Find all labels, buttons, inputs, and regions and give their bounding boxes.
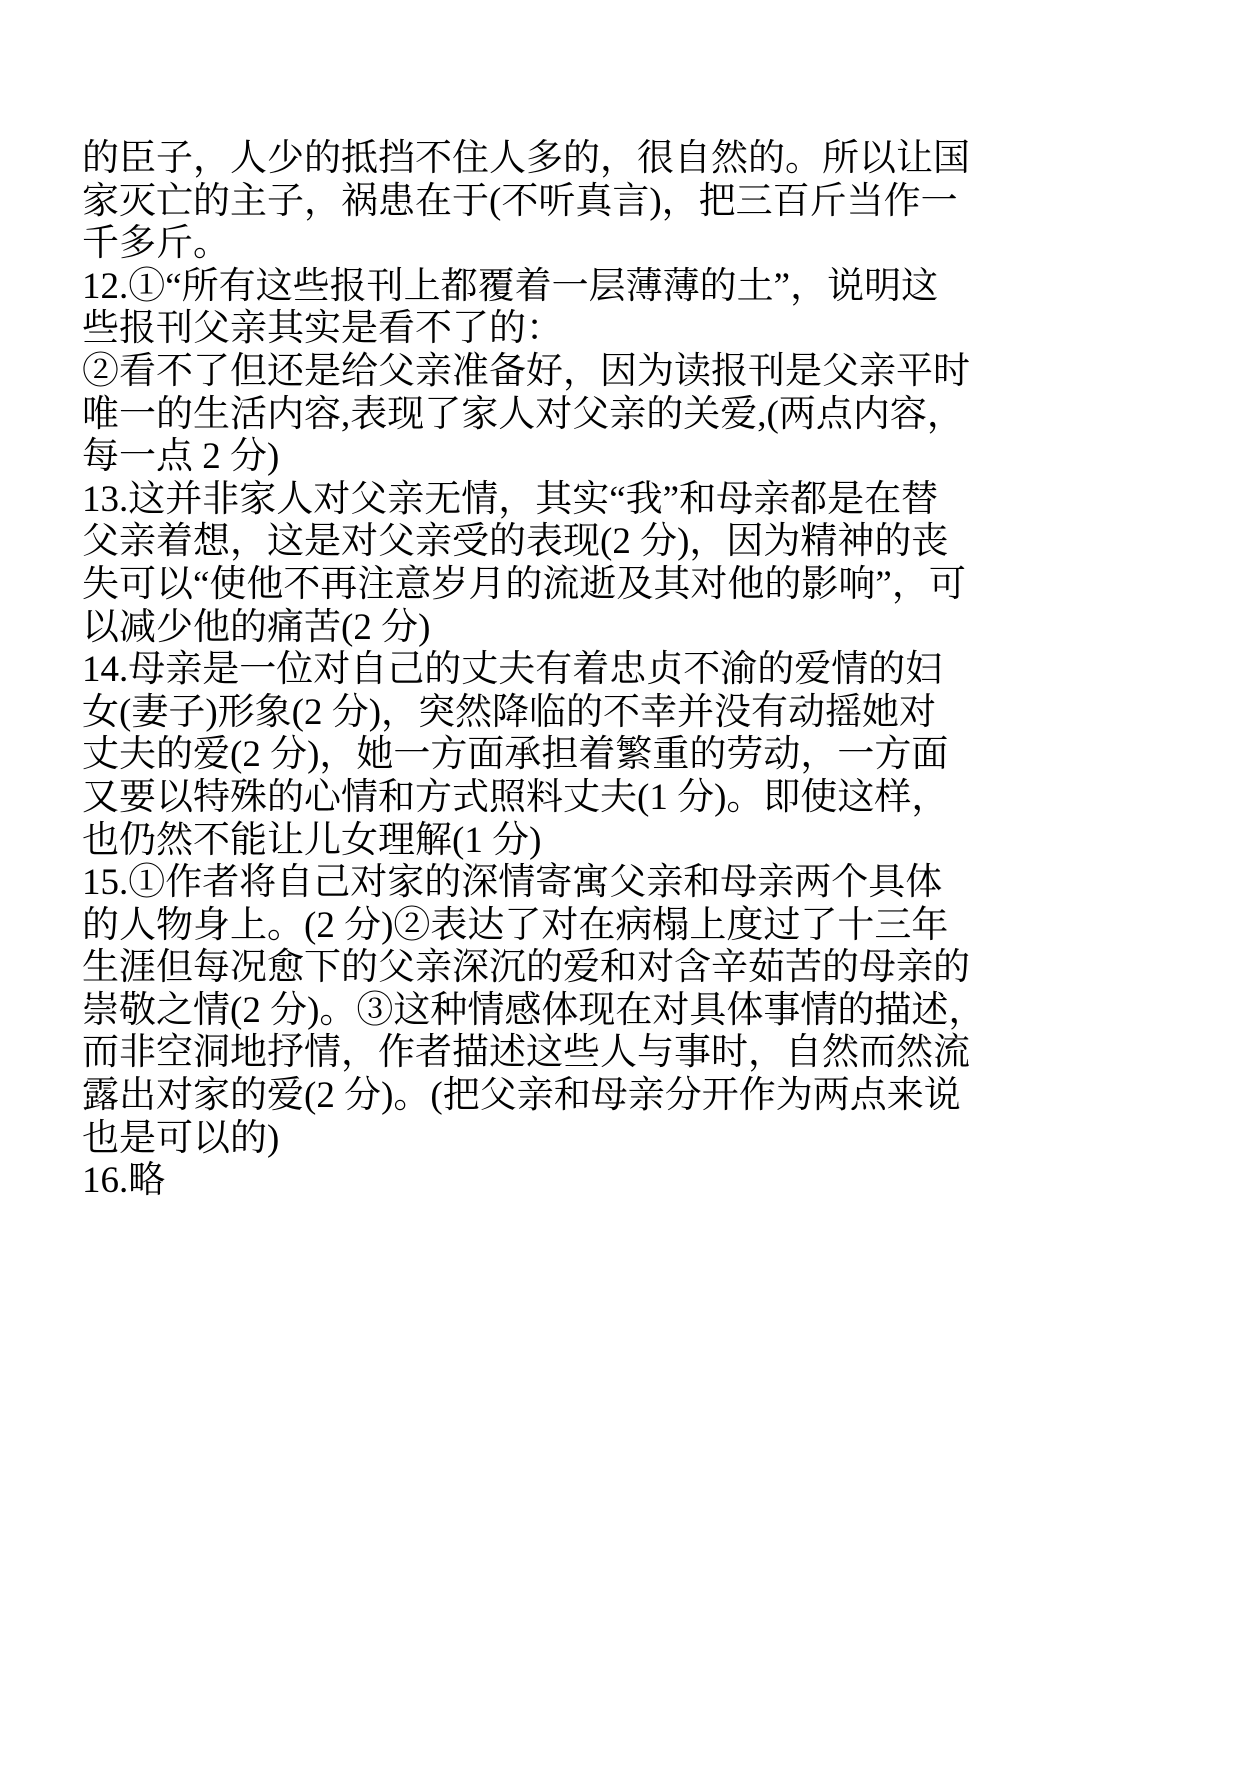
text-line: 15.①作者将自己对家的深情寄寓父亲和母亲两个具体 bbox=[82, 862, 943, 904]
answer-text-block bbox=[82, 138, 1182, 1203]
text-line: 的臣子，人少的抵挡不住人多的，很自然的。所以让国 bbox=[82, 138, 970, 179]
text-line: 14.母亲是一位对自己的丈夫有着忠贞不渝的爱情的妇 bbox=[82, 649, 943, 691]
text-line: 丈夫的爱(2 分)，她一方面承担着繁重的劳动，一方面 bbox=[82, 734, 949, 776]
text-line: 千多斤。 bbox=[82, 223, 230, 265]
text-line: 12.①“所有这些报刊上都覆着一层薄薄的土”，说明这 bbox=[82, 265, 939, 307]
text-line: ②看不了但还是给父亲准备好，因为读报刊是父亲平时 bbox=[82, 350, 970, 392]
text-line: 崇敬之情(2 分)。③这种情感体现在对具体事情的描述， bbox=[82, 989, 986, 1031]
text-line: 每一点 2 分) bbox=[82, 436, 280, 478]
text-line: 生涯但每况愈下的父亲深沉的爱和对含辛茹苦的母亲的 bbox=[82, 947, 970, 989]
text-line: 也是可以的) bbox=[82, 1117, 280, 1159]
text-line: 又要以特殊的心情和方式照料丈夫(1 分)。即使这样， bbox=[82, 776, 949, 818]
text-line: 而非空洞地抒情，作者描述这些人与事时，自然而然流 bbox=[82, 1032, 970, 1074]
text-line: 以减少他的痛苦(2 分) bbox=[82, 606, 431, 648]
text-line: 唯一的生活内容,表现了家人对父亲的关爱,(两点内容， bbox=[82, 393, 964, 435]
text-line: 也仍然不能让儿女理解(1 分) bbox=[82, 819, 542, 861]
text-line: 露出对家的爱(2 分)。(把父亲和母亲分开作为两点来说 bbox=[82, 1075, 961, 1117]
text-line: 家灭亡的主子，祸患在于(不听真言)，把三百斤当作一 bbox=[82, 180, 958, 222]
text-line: 失可以“使他不再注意岁月的流逝及其对他的影响”，可 bbox=[82, 563, 966, 605]
text-line: 的人物身上。(2 分)②表达了对在病榻上度过了十三年 bbox=[82, 904, 949, 946]
text-line: 父亲着想，这是对父亲受的表现(2 分)，因为精神的丧 bbox=[82, 521, 949, 563]
text-line: 些报刊父亲其实是看不了的： bbox=[82, 308, 563, 350]
text-line: 13.这并非家人对父亲无情，其实“我”和母亲都是在替 bbox=[82, 478, 939, 520]
text-line: 16.略 bbox=[82, 1160, 166, 1202]
text-line: 女(妻子)形象(2 分)，突然降临的不幸并没有动摇她对 bbox=[82, 691, 937, 733]
